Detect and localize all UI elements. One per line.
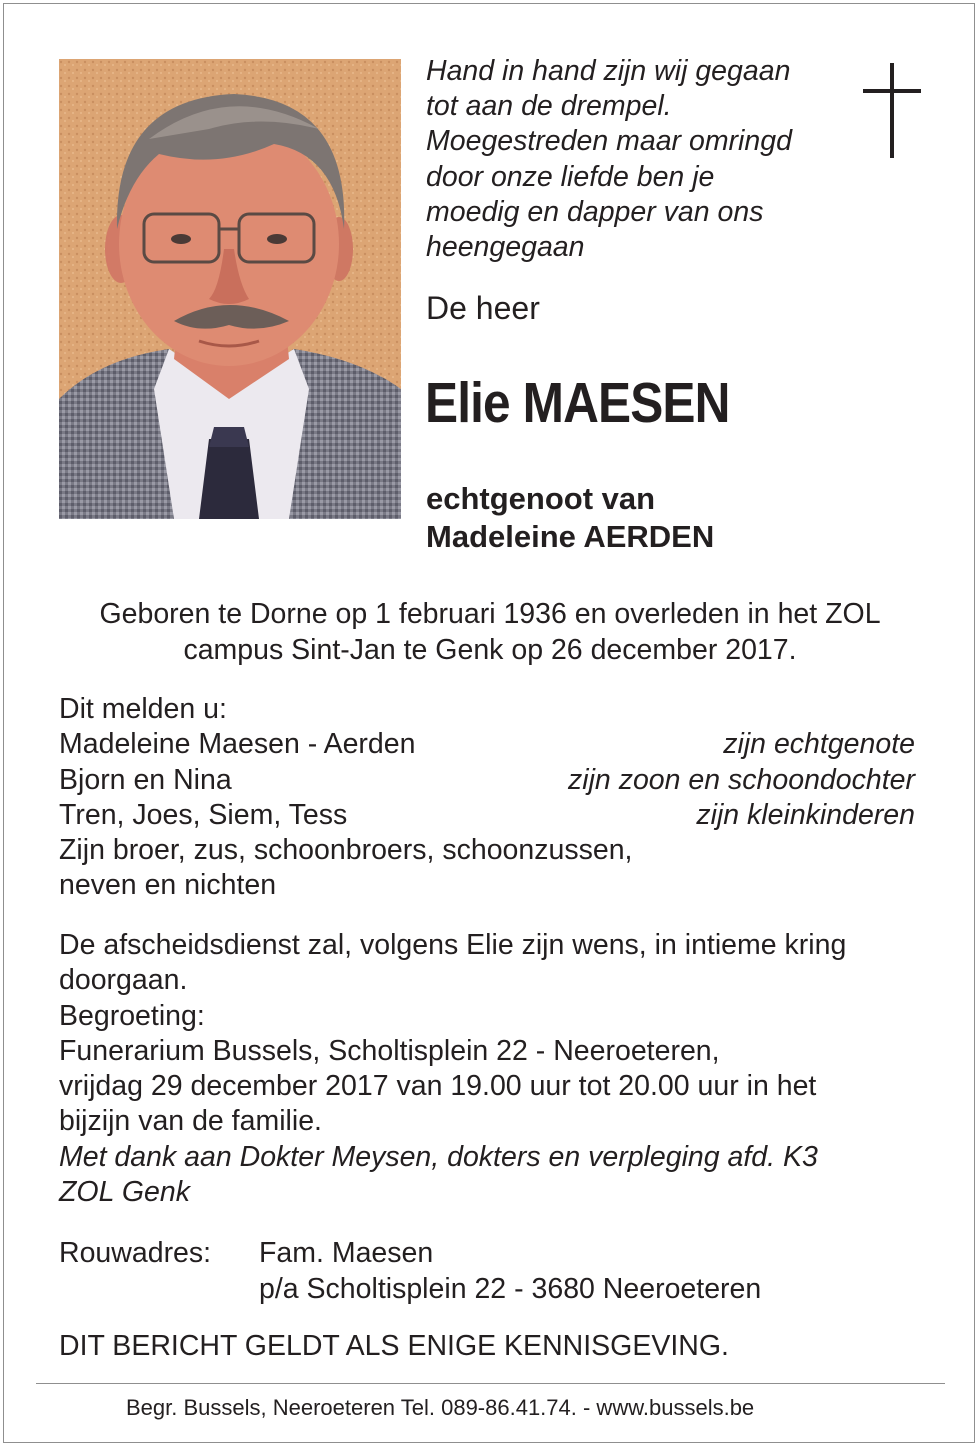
family-relation: zijn kleinkinderen — [696, 798, 915, 831]
thanks-line: Met dank aan Dokter Meysen, dokters en verpleging afd. K3 — [59, 1140, 818, 1173]
footer-text: Begr. Bussels, Neeroeteren Tel. 089-86.41.74. - www.bussels.be — [126, 1395, 755, 1420]
ceremony-line: doorgaan. — [59, 964, 188, 997]
ceremony-line: vrijdag 29 december 2017 van 19.00 uur tot 20.00 uur in het — [59, 1070, 817, 1103]
birth-death-line: Geboren te Dorne op 1 februari 1936 en overleden in het ZOL — [99, 598, 881, 630]
family-extra: neven en nichten — [59, 869, 277, 902]
poem-line: Moegestreden maar omringd — [426, 125, 792, 158]
poem-line: moedig en dapper van ons — [426, 195, 764, 228]
family-member: Madeleine Maesen - Aerden — [59, 728, 416, 761]
poem-line: tot aan de drempel. — [426, 90, 672, 123]
birth-death-line: campus Sint-Jan te Genk op 26 december 2017. — [183, 634, 797, 666]
portrait-photo — [59, 59, 401, 519]
address-label: Rouwadres: — [59, 1237, 212, 1269]
poem-line: Hand in hand zijn wij gegaan — [426, 55, 791, 87]
family-member: Tren, Joes, Siem, Tess — [59, 798, 348, 831]
family-extra: Zijn broer, zus, schoonbroers, schoonzussen, — [59, 834, 633, 867]
family-row — [59, 727, 915, 762]
thanks-line: ZOL Genk — [59, 1176, 190, 1209]
poem-line: door onze liefde ben je — [426, 160, 715, 193]
spouse-line: echtgenoot van — [426, 481, 656, 516]
spouse-block — [426, 480, 714, 556]
family-list — [59, 692, 915, 904]
poem-line: heengegaan — [426, 231, 585, 264]
notice-text: DIT BERICHT GELDT ALS ENIGE KENNISGEVING. — [59, 1330, 729, 1362]
ceremony-line: Begroeting: — [59, 999, 205, 1032]
family-member: Bjorn en Nina — [59, 763, 232, 796]
honorific: De heer — [426, 290, 540, 326]
family-intro: Dit melden u: — [59, 693, 227, 725]
ceremony-info — [59, 928, 929, 1210]
address-line: p/a Scholtisplein 22 - 3680 Neeroeteren — [259, 1273, 762, 1305]
address-value — [259, 1235, 761, 1307]
family-row — [59, 763, 915, 798]
family-relation: zijn echtgenote — [723, 728, 915, 761]
cross-icon — [863, 63, 921, 158]
deceased-name: Elie MAESEN — [425, 371, 730, 435]
family-relation: zijn zoon en schoondochter — [568, 763, 915, 796]
birth-death-info — [40, 596, 940, 668]
ceremony-line: De afscheidsdienst zal, volgens Elie zijn wens, in intieme kring — [59, 929, 847, 961]
family-row — [59, 798, 915, 833]
ceremony-line: bijzijn van de familie. — [59, 1105, 322, 1138]
spouse-name: Madeleine AERDEN — [426, 519, 715, 554]
divider — [36, 1383, 945, 1384]
address-line: Fam. Maesen — [259, 1237, 434, 1269]
ceremony-line: Funerarium Bussels, Scholtisplein 22 - Neeroeteren, — [59, 1034, 720, 1067]
memorial-poem — [426, 54, 856, 265]
